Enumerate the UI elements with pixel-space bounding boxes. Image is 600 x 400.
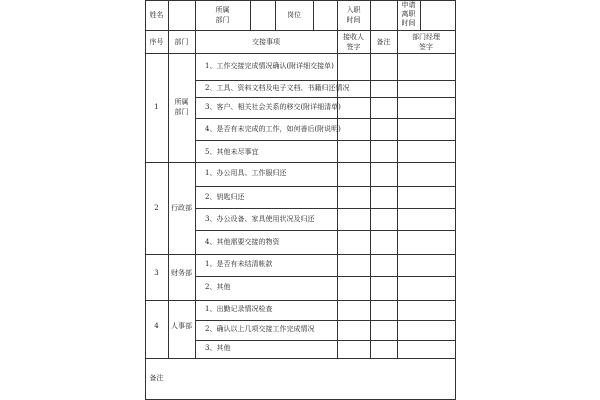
dept-col-divider bbox=[195, 30, 196, 358]
position-label: 岗位 bbox=[287, 11, 301, 19]
join-time-label-line1: 入职 bbox=[346, 6, 361, 14]
section-4-dept: 人事部 bbox=[171, 322, 192, 330]
join-time-label-line2: 时间 bbox=[346, 16, 361, 24]
section-1-dept-line1: 所属 bbox=[174, 98, 189, 106]
handover-item: 2、其他 bbox=[205, 283, 231, 291]
row-divider bbox=[195, 118, 456, 119]
header-col-divider bbox=[195, 0, 196, 30]
handover-item: 3、其他 bbox=[205, 344, 231, 352]
seq-col-divider bbox=[168, 30, 169, 358]
col-header-manager-line1: 部门经理 bbox=[412, 33, 440, 41]
dept-label-line2: 部门 bbox=[215, 16, 230, 24]
apply-time-label-line1: 申请 bbox=[401, 1, 416, 9]
col-header-remark: 备注 bbox=[376, 38, 391, 46]
handover-item: 4、其他需要交接的物资 bbox=[205, 238, 280, 246]
section-divider bbox=[145, 300, 456, 301]
col-header-receiver-line2: 签字 bbox=[346, 43, 361, 51]
receiver-col-divider bbox=[370, 30, 371, 358]
handover-item: 1、是否有未结清帐款 bbox=[205, 260, 273, 268]
section-divider bbox=[145, 254, 456, 255]
row-divider bbox=[195, 208, 456, 209]
handover-item: 4、是否有未完成的工作，如何善后(附说明) bbox=[205, 125, 341, 133]
col-header-receiver-line1: 接收人 bbox=[343, 33, 364, 41]
handover-item: 2、钥匙归还 bbox=[205, 193, 245, 201]
row-divider bbox=[195, 320, 456, 321]
row-divider bbox=[195, 276, 456, 277]
header-col-divider bbox=[168, 0, 169, 30]
col-header-manager-line2: 签字 bbox=[419, 43, 433, 51]
handover-item: 3、办公设备、家具使用状况及归还 bbox=[205, 215, 315, 223]
section-2-seq: 2 bbox=[154, 204, 159, 212]
header-col-divider bbox=[370, 0, 371, 30]
apply-time-label-line3: 时间 bbox=[401, 19, 416, 27]
col-header-seq: 序号 bbox=[149, 38, 164, 46]
table-border-right bbox=[455, 0, 456, 400]
col-header-items: 交接事项 bbox=[252, 38, 280, 46]
row-divider bbox=[195, 140, 456, 141]
section-1-seq: 1 bbox=[154, 103, 159, 111]
dept-label-line1: 所属 bbox=[215, 6, 230, 14]
handover-item: 1、工作交接完成情况确认(附详细交接单) bbox=[205, 62, 334, 70]
section-3-seq: 3 bbox=[154, 269, 159, 277]
footer-remark-label: 备注 bbox=[149, 374, 164, 382]
handover-item: 2、工具、资料文档及电子文档、书籍归还情况 bbox=[205, 84, 350, 92]
apply-time-label-line2: 离职 bbox=[401, 10, 416, 18]
name-label: 姓名 bbox=[149, 11, 164, 19]
row-divider bbox=[195, 340, 456, 341]
handover-item: 3、客户、相关社会关系的移交(附详细清单) bbox=[205, 103, 341, 111]
items-col-divider bbox=[337, 30, 338, 358]
column-header-divider bbox=[145, 53, 456, 54]
section-divider bbox=[145, 358, 456, 359]
section-divider bbox=[145, 162, 456, 163]
header-col-divider bbox=[420, 0, 421, 30]
header-col-divider bbox=[313, 0, 314, 30]
handover-item: 5、其他未尽事宜 bbox=[205, 148, 259, 156]
handover-item: 1、办公用具、工作服归还 bbox=[205, 169, 287, 177]
header-col-divider bbox=[337, 0, 338, 30]
section-3-dept: 财务部 bbox=[171, 269, 192, 277]
handover-item: 2、确认以上几项交接工作完成情况 bbox=[205, 325, 315, 333]
col-header-dept: 部门 bbox=[174, 38, 189, 46]
row-divider bbox=[195, 97, 456, 98]
section-2-dept: 行政部 bbox=[171, 204, 192, 212]
section-4-seq: 4 bbox=[154, 322, 159, 330]
section-1-dept-line2: 部门 bbox=[174, 108, 189, 116]
table-border-left bbox=[145, 0, 146, 400]
row-divider bbox=[195, 186, 456, 187]
row-divider bbox=[195, 230, 456, 231]
header-col-divider bbox=[250, 0, 251, 30]
header-row-divider bbox=[145, 30, 456, 31]
handover-item: 1、出勤记录情况检查 bbox=[205, 305, 273, 313]
row-divider bbox=[195, 80, 456, 81]
remark-col-divider bbox=[397, 30, 398, 358]
